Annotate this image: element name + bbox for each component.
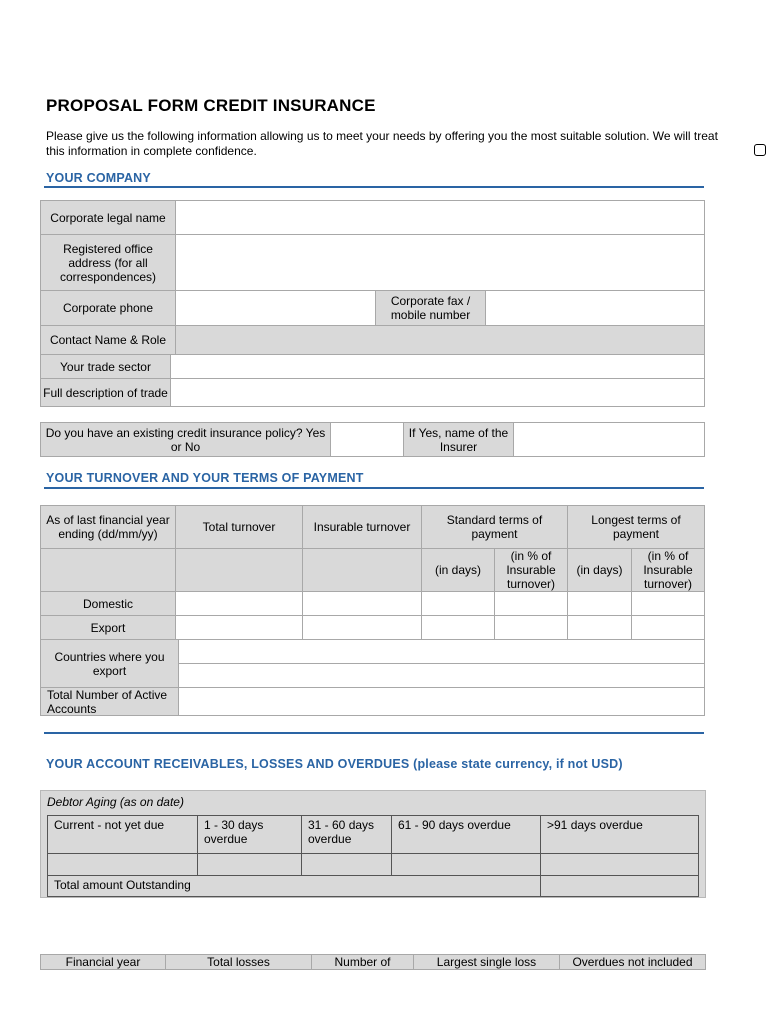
insurer-name-field[interactable] — [513, 422, 705, 457]
header-year-ending-sub — [40, 548, 176, 592]
domestic-total-field[interactable] — [175, 591, 303, 616]
export-countries-field[interactable] — [178, 639, 705, 664]
corporate-legal-name-field[interactable] — [175, 200, 705, 235]
existing-policy-field[interactable] — [330, 422, 404, 457]
header-longest-pct: (in % of Insurable turnover) — [631, 548, 705, 592]
domestic-long-days-field[interactable] — [567, 591, 632, 616]
header-longest-days: (in days) — [567, 548, 632, 592]
domestic-long-pct-field[interactable] — [631, 591, 705, 616]
corporate-fax-field[interactable] — [485, 290, 705, 326]
label-trade-description: Full description of trade — [40, 378, 171, 407]
domestic-std-days-field[interactable] — [421, 591, 495, 616]
label-corporate-legal-name: Corporate legal name — [40, 200, 176, 235]
header-insurable-turnover: Insurable turnover — [302, 505, 422, 549]
intro-text: Please give us the following information allowing us to meet your needs by offering you the most suitable solution. We will treat this information in complete confidence. — [46, 129, 718, 158]
label-registered-office: Registered office address (for all correspondences) — [40, 234, 176, 291]
header-standard-pct: (in % of Insurable turnover) — [494, 548, 568, 592]
header-total-losses: Total losses — [165, 954, 312, 970]
export-countries-field-2[interactable] — [178, 663, 705, 688]
aging-1-30: 1 - 30 days overdue — [197, 815, 302, 854]
label-insurer-name: If Yes, name of the Insurer — [403, 422, 514, 457]
label-existing-policy: Do you have an existing credit insurance policy? Yes or No — [40, 422, 331, 457]
label-trade-sector: Your trade sector — [40, 354, 171, 379]
header-standard-terms: Standard terms of payment — [421, 505, 568, 549]
export-long-pct-field[interactable] — [631, 615, 705, 640]
corporate-phone-field[interactable] — [175, 290, 376, 326]
header-year-ending: As of last financial year ending (dd/mm/yy) — [40, 505, 176, 549]
aging-31-60-value[interactable] — [301, 853, 392, 876]
header-standard-days: (in days) — [421, 548, 495, 592]
section-turnover: YOUR TURNOVER AND YOUR TERMS OF PAYMENT — [46, 471, 364, 485]
export-long-days-field[interactable] — [567, 615, 632, 640]
section-divider — [44, 186, 704, 188]
aging-1-30-value[interactable] — [197, 853, 302, 876]
domestic-std-pct-field[interactable] — [494, 591, 568, 616]
contact-name-field[interactable] — [175, 325, 705, 355]
section-divider — [44, 732, 704, 734]
label-corporate-fax: Corporate fax / mobile number — [375, 290, 486, 326]
header-financial-year: Financial year — [40, 954, 166, 970]
export-total-field[interactable] — [175, 615, 303, 640]
header-longest-terms: Longest terms of payment — [567, 505, 705, 549]
label-corporate-phone: Corporate phone — [40, 290, 176, 326]
header-insurable-sub — [302, 548, 422, 592]
label-export: Export — [40, 615, 176, 640]
export-std-pct-field[interactable] — [494, 615, 568, 640]
aging-61-90: 61 - 90 days overdue — [391, 815, 541, 854]
label-active-accounts: Total Number of Active Accounts — [40, 687, 179, 716]
registered-office-field[interactable] — [175, 234, 705, 291]
export-std-days-field[interactable] — [421, 615, 495, 640]
aging-91-plus: >91 days overdue — [540, 815, 699, 854]
label-domestic: Domestic — [40, 591, 176, 616]
debtor-aging-label: Debtor Aging (as on date) — [47, 795, 184, 809]
aging-current-value[interactable] — [47, 853, 198, 876]
aging-total-value[interactable] — [540, 875, 699, 897]
aging-total-label: Total amount Outstanding — [47, 875, 541, 897]
active-accounts-field[interactable] — [178, 687, 705, 716]
trade-sector-field[interactable] — [170, 354, 705, 379]
aging-31-60: 31 - 60 days overdue — [301, 815, 392, 854]
trade-description-field[interactable] — [170, 378, 705, 407]
header-total-turnover: Total turnover — [175, 505, 303, 549]
domestic-insurable-field[interactable] — [302, 591, 422, 616]
checkbox[interactable] — [754, 144, 766, 156]
header-number-of: Number of — [311, 954, 414, 970]
export-insurable-field[interactable] — [302, 615, 422, 640]
label-contact-name: Contact Name & Role — [40, 325, 176, 355]
aging-91-plus-value[interactable] — [540, 853, 699, 876]
header-largest-loss: Largest single loss — [413, 954, 560, 970]
label-export-countries: Countries where you export — [40, 639, 179, 688]
section-your-company: YOUR COMPANY — [46, 171, 151, 185]
section-receivables: YOUR ACCOUNT RECEIVABLES, LOSSES AND OVERDUES (please state currency, if not USD) — [46, 757, 623, 771]
aging-61-90-value[interactable] — [391, 853, 541, 876]
aging-current: Current - not yet due — [47, 815, 198, 854]
form-title: PROPOSAL FORM CREDIT INSURANCE — [46, 96, 376, 115]
section-divider — [44, 487, 704, 489]
header-overdues-not-included: Overdues not included — [559, 954, 706, 970]
header-total-sub — [175, 548, 303, 592]
